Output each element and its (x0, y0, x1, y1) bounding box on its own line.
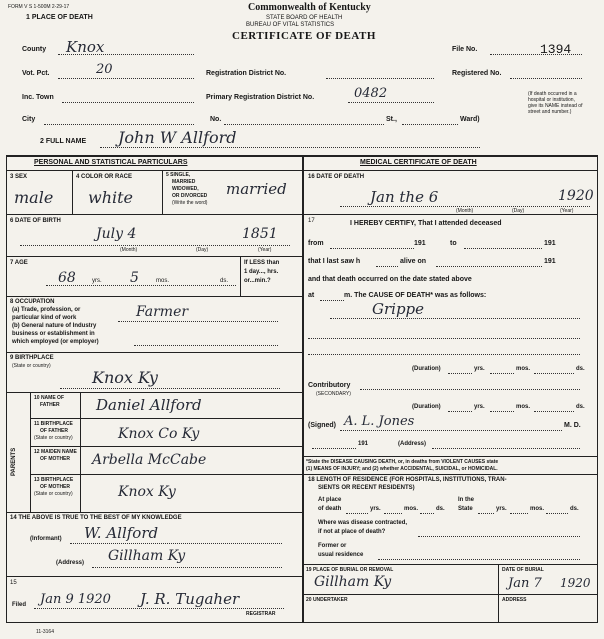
occupation-b-2: business or establishment in (12, 331, 95, 337)
birthplace-label: 9 BIRTHPLACE (10, 355, 54, 361)
mother-bp-label-1: 13 BIRTHPLACE (34, 477, 74, 483)
dod-label: 16 DATE OF DEATH (308, 174, 365, 180)
res-yrs-1: yrs. (370, 506, 381, 512)
res-mos-2: mos. (530, 506, 545, 512)
state-note-1: *State the DISEASE CAUSING DEATH, or, in deaths from VIOLENT CAUSES state (306, 459, 499, 465)
dob-month-label: (Month) (120, 247, 138, 253)
mother-name-label-2: OF MOTHER (40, 456, 70, 462)
last-saw-label: that I last saw h (308, 258, 361, 265)
father-name-value: Daniel Allford (96, 396, 202, 414)
place-of-death-heading: 1 PLACE OF DEATH (26, 14, 93, 21)
form-code: FORM V S 1-500M 2-29-17 (8, 4, 70, 10)
dob-label: 6 DATE OF BIRTH (10, 218, 61, 224)
primary-registration-label: Primary Registration District No. (206, 94, 315, 101)
res-mos-1: mos. (404, 506, 419, 512)
dod-year-label: (Year) (560, 208, 574, 214)
age-months: 5 (130, 270, 139, 286)
occupation-label: 8 OCCUPATION (10, 299, 55, 305)
if-not-label: if not at place of death? (318, 529, 386, 535)
marital-label-5: (Write the word) (172, 200, 208, 206)
dod-value: Jan the 6 (370, 188, 439, 206)
from-191: 191 (414, 240, 426, 247)
duration-yrs-2: yrs. (474, 404, 485, 410)
vot-value: 20 (96, 62, 113, 77)
burial-place-value: Gillham Ky (314, 574, 392, 590)
mother-name-label-1: 12 MAIDEN NAME (34, 449, 77, 455)
registration-district-label: Registration District No. (206, 70, 287, 77)
res-ds-2: ds. (570, 506, 579, 512)
residence-label: 18 LENGTH OF RESIDENCE (FOR HOSPITALS, INSTITUTIONS, TRAN- (308, 477, 507, 483)
at-place-label: At place (318, 497, 342, 503)
duration-yrs-1: yrs. (474, 366, 485, 372)
father-name-label-1: 10 NAME OF (34, 395, 65, 401)
father-name-label-2: FATHER (40, 402, 60, 408)
res-ds-1: ds. (436, 506, 445, 512)
burial-year: 1920 (560, 576, 591, 590)
birthplace-sub: (State or country) (12, 363, 51, 369)
marital-label-1: 5 SINGLE, (166, 172, 191, 178)
age-label: 7 AGE (10, 260, 28, 266)
medical-header: MEDICAL CERTIFICATE OF DEATH (360, 159, 477, 166)
certificate-title: CERTIFICATE OF DEATH (232, 30, 376, 42)
mother-bp-label-2: OF MOTHER (40, 484, 70, 490)
signed-191: 191 (358, 441, 369, 447)
marital-value: married (226, 180, 287, 198)
duration-label-2: (Duration) (412, 404, 441, 410)
color-race-label: 4 COLOR OR RACE (76, 174, 133, 180)
at-label: at (308, 292, 315, 299)
full-name-value: John W Allford (118, 128, 237, 147)
father-bp-label-3: (State or country) (34, 435, 73, 441)
city-label: City (22, 116, 36, 123)
undertaker-address-label: ADDRESS (502, 597, 527, 603)
occupation-a-2: particular kind of work (12, 315, 77, 321)
file-value: 1394 (540, 42, 572, 57)
hospital-note-1: (If death occurred in a (528, 91, 577, 97)
where-contracted-label: Where was disease contracted, (318, 520, 408, 526)
personal-header: PERSONAL AND STATISTICAL PARTICULARS (34, 159, 188, 166)
mother-bp-value: Knox Ky (118, 484, 176, 500)
address-value: Gillham Ky (108, 548, 186, 564)
dob-day-label: (Day) (196, 247, 209, 253)
bureau: BUREAU OF VITAL STATISTICS (246, 22, 335, 28)
county-label: County (22, 46, 47, 53)
dod-day-label: (Day) (512, 208, 525, 214)
marital-label-2: MARRIED (172, 179, 196, 185)
state-note-2: (1) MEANS OF INJURY; and (2) whether ACCIDENTAL, SUICIDAL, or HOMICIDAL. (306, 466, 498, 472)
parents-label: PARENTS (11, 447, 17, 476)
age-ds-label: ds. (220, 278, 229, 284)
county-value: Knox (66, 38, 105, 56)
address-label: (Address) (56, 560, 85, 566)
residence-label-2: SIENTS OR RECENT RESIDENTS) (318, 485, 415, 491)
color-race-value: white (88, 188, 134, 207)
st-label: St., (386, 116, 397, 123)
secondary-label: (SECONDARY) (316, 391, 351, 397)
birthplace-value: Knox Ky (92, 368, 158, 387)
marital-label-4: OR DIVORCED (172, 193, 208, 199)
in-the-label: In the (458, 497, 474, 503)
duration-ds-2: ds. (576, 404, 585, 410)
to-191: 191 (544, 240, 556, 247)
of-death-label: of death (318, 506, 342, 512)
signed-label: (Signed) (308, 422, 336, 429)
former-label: Former or (318, 543, 347, 549)
registered-label: Registered No. (452, 70, 502, 77)
less-than-1: If LESS than (244, 260, 280, 266)
burial-date-label: DATE OF BURIAL (502, 567, 544, 573)
dod-month-label: (Month) (456, 208, 474, 214)
sex-label: 3 SEX (10, 174, 28, 180)
alive-191: 191 (544, 258, 556, 265)
dob-value: July 4 (96, 226, 137, 242)
from-label: from (308, 240, 324, 247)
inc-town-label: Inc. Town (22, 94, 54, 101)
duration-ds-1: ds. (576, 366, 585, 372)
file-label: File No. (452, 46, 478, 53)
occupation-b-3: which employed (or employer) (12, 339, 99, 345)
mother-name-value: Arbella McCabe (92, 452, 207, 468)
mother-bp-label-3: (State or country) (34, 491, 73, 497)
contributory-label: Contributory (308, 382, 351, 389)
no-17: 17 (308, 218, 315, 224)
no-15: 15 (10, 580, 17, 586)
cause-value: Grippe (372, 300, 425, 318)
to-label: to (450, 240, 457, 247)
less-than-3: or...min.? (244, 278, 271, 284)
state-label: State (458, 506, 473, 512)
hospital-note-2: hospital or institution, (528, 97, 575, 103)
burial-date-value: Jan 7 (508, 576, 542, 591)
less-than-2: 1 day..., hrs. (244, 269, 279, 275)
hospital-note-4: street and number.) (528, 109, 572, 115)
duration-mos-1: mos. (516, 366, 531, 372)
hospital-note-3: give its NAME instead of (528, 103, 583, 109)
signed-address-label: (Address) (398, 441, 427, 447)
informant-value: W. Allford (84, 524, 159, 542)
occupation-b-1: (b) General nature of Industry (12, 323, 97, 329)
state-board: STATE BOARD OF HEALTH (266, 15, 343, 21)
age-years: 68 (58, 270, 76, 286)
commonwealth-title: Commonwealth of Kentucky (248, 2, 371, 13)
occupation-a-1: (a) Trade, profession, or (12, 307, 81, 313)
filed-label: Filed (12, 602, 27, 608)
occupation-value: Farmer (136, 304, 189, 320)
father-bp-value: Knox Co Ky (118, 426, 200, 442)
duration-mos-2: mos. (516, 404, 531, 410)
alive-on-label: alive on (400, 258, 427, 265)
dod-year: 1920 (558, 188, 594, 204)
dob-year: 1851 (242, 226, 278, 242)
father-bp-label-1: 11 BIRTHPLACE (34, 421, 73, 427)
usual-residence-label: usual residence (318, 552, 364, 558)
informant-label: (Informant) (30, 536, 62, 542)
filed-value: Jan 9 1920 (40, 592, 111, 607)
bottom-code: 11-3164 (36, 629, 54, 635)
age-mos-label: mos. (156, 278, 170, 284)
marital-label-3: WIDOWED, (172, 186, 199, 192)
age-yrs-label: yrs. (92, 278, 102, 284)
sex-value: male (14, 188, 54, 207)
certify-text: I HEREBY CERTIFY, That I attended deceased (350, 220, 502, 227)
signed-value: A. L. Jones (344, 414, 415, 429)
no-label: No. (210, 116, 222, 123)
father-bp-label-2: OF FATHER (40, 428, 68, 434)
true-to-best-label: 14 THE ABOVE IS TRUE TO THE BEST OF MY KNOWLEDGE (10, 515, 182, 521)
ward-label: Ward) (460, 116, 480, 123)
full-name-label: 2 FULL NAME (40, 138, 87, 145)
dob-year-label: (Year) (258, 247, 272, 253)
undertaker-label: 20 UNDERTAKER (306, 597, 348, 603)
res-yrs-2: yrs. (496, 506, 507, 512)
primary-registration-value: 0482 (354, 86, 388, 101)
cause-of-death-text: m. The CAUSE OF DEATH* was as follows: (344, 292, 487, 299)
vot-label: Vot. Pct. (22, 70, 50, 77)
duration-label-1: (Duration) (412, 366, 441, 372)
registrar-value: J. R. Tugaher (140, 590, 240, 608)
md-label: M. D. (564, 422, 581, 429)
registrar-label: REGISTRAR (246, 611, 276, 617)
death-occurred-text: and that death occurred on the date stated above (308, 276, 472, 283)
burial-place-label: 19 PLACE OF BURIAL OR REMOVAL (306, 567, 394, 573)
